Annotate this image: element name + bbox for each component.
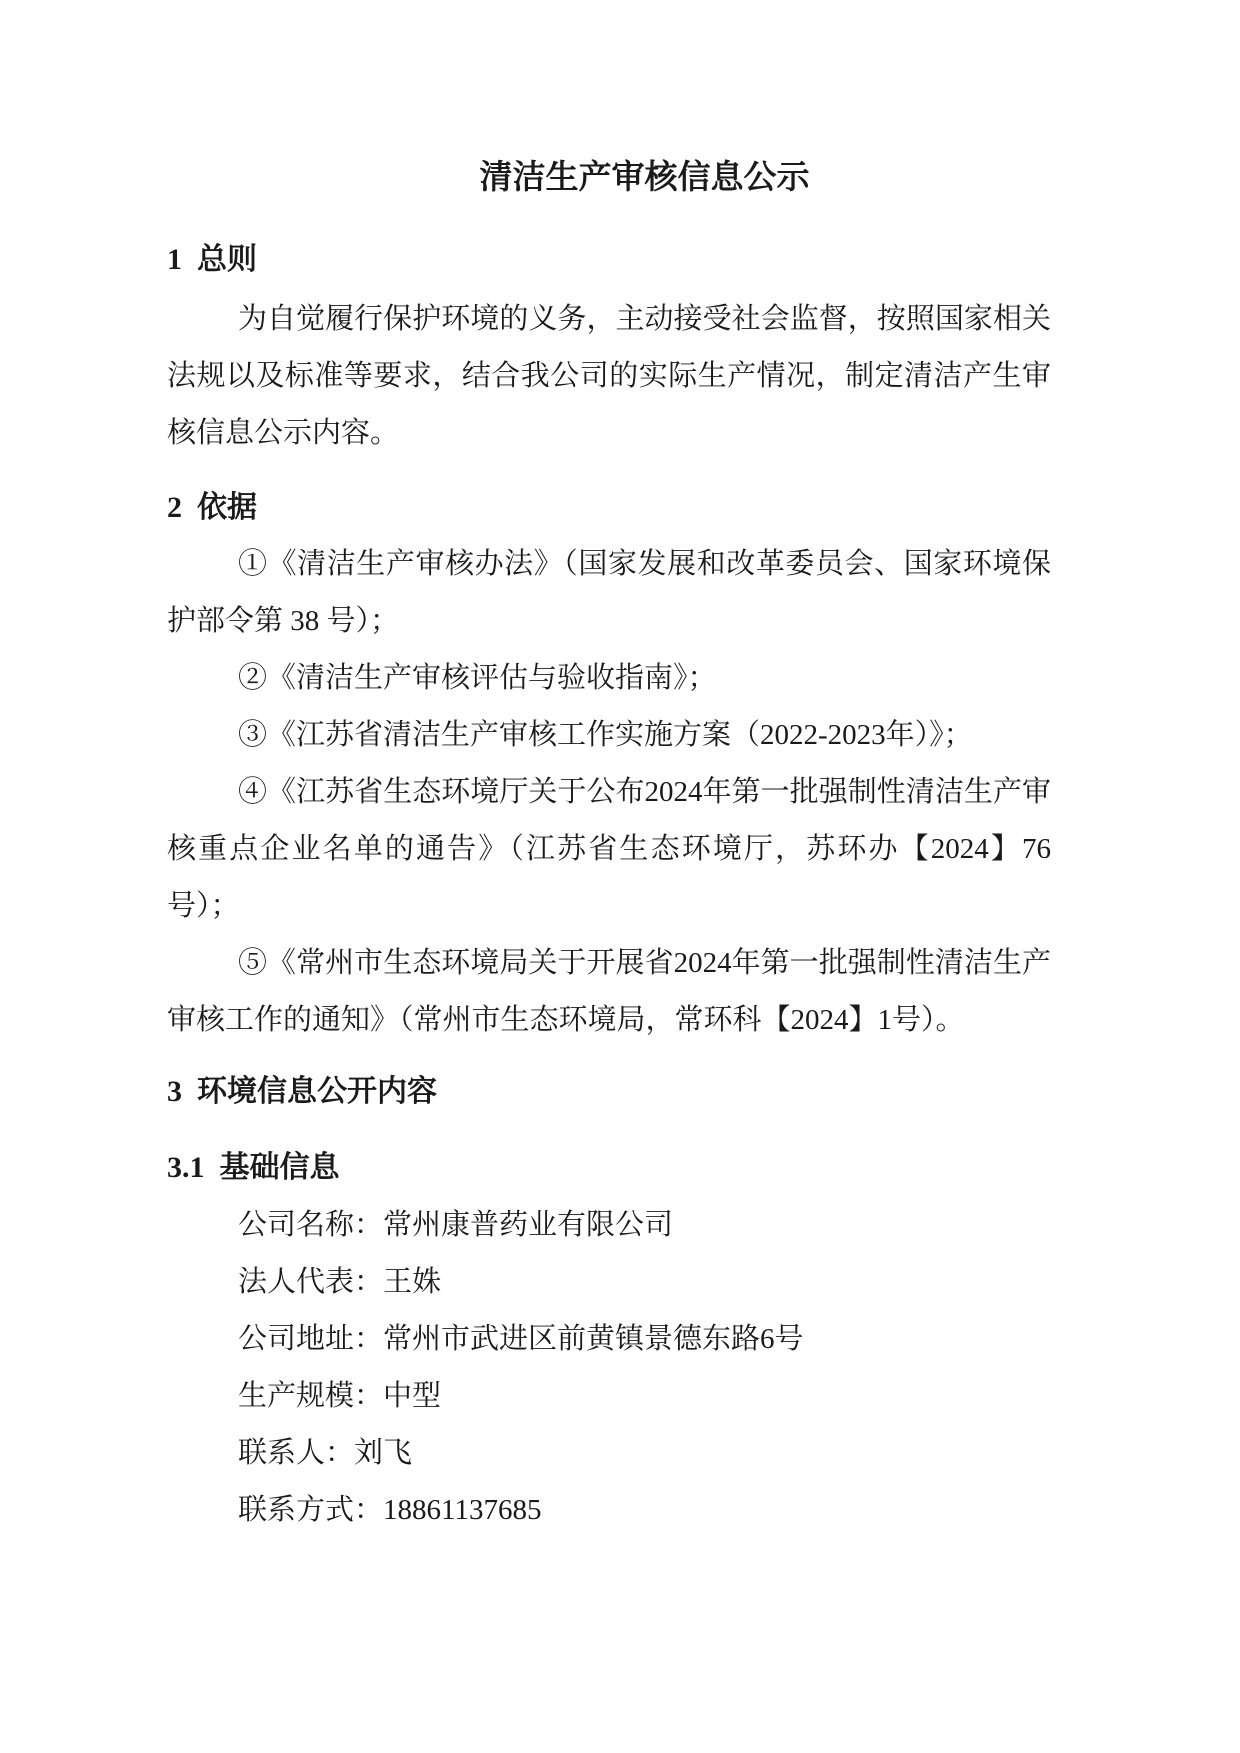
basis-item-2 bbox=[167, 650, 1051, 707]
basis-item-line: 护部令第 38 号）； bbox=[167, 605, 400, 637]
document-title: 清洁生产审核信息公示 bbox=[479, 160, 810, 196]
field-production-scale bbox=[167, 1368, 1051, 1425]
section-number: 3 bbox=[167, 1075, 182, 1108]
field-contact-person bbox=[167, 1425, 1051, 1482]
field-value: 常州康普药业有限公司 bbox=[383, 1209, 674, 1241]
paragraph-line: 法规以及标准等要求，结合我公司的实际生产情况，制定清洁产生审 bbox=[167, 360, 1051, 392]
field-contact-number bbox=[167, 1482, 1051, 1539]
section-title-text: 环境信息公开内容 bbox=[197, 1075, 437, 1108]
basis-item-4 bbox=[167, 764, 1051, 935]
basis-item-line: 号）； bbox=[167, 890, 240, 922]
field-company-name bbox=[167, 1197, 1051, 1254]
section-number: 2 bbox=[167, 491, 182, 524]
basis-item-5 bbox=[167, 935, 1051, 1049]
section-title-text: 基础信息 bbox=[219, 1151, 340, 1184]
field-value: 18861137685 bbox=[383, 1494, 542, 1526]
field-label: 公司地址： bbox=[238, 1323, 384, 1355]
basic-info-list bbox=[167, 1197, 1051, 1539]
basis-item-line: ④《江苏省生态环境厅关于公布2024年第一批强制性清洁生产审 bbox=[238, 776, 1051, 808]
section-title-text: 依据 bbox=[197, 491, 257, 524]
field-label: 生产规模： bbox=[238, 1380, 384, 1412]
field-company-address bbox=[167, 1311, 1051, 1368]
basis-item-1 bbox=[167, 536, 1051, 650]
subsection-heading-basic-info bbox=[167, 1139, 1051, 1196]
section-number: 3.1 bbox=[167, 1151, 205, 1184]
basis-item-line: ⑤《常州市生态环境局关于开展省2024年第一批强制性清洁生产 bbox=[238, 947, 1051, 979]
paragraph-line: 为自觉履行保护环境的义务，主动接受社会监督，按照国家相关 bbox=[238, 303, 1051, 335]
paragraph-line: 核信息公示内容。 bbox=[167, 417, 400, 449]
basis-item-line: ③《江苏省清洁生产审核工作实施方案（2022-2023年）》； bbox=[238, 719, 973, 751]
field-value: 刘飞 bbox=[354, 1437, 413, 1469]
section-heading-basis bbox=[167, 479, 1051, 536]
basis-item-line: ②《清洁生产审核评估与验收指南》； bbox=[238, 662, 717, 694]
section-title-text: 总则 bbox=[197, 243, 257, 276]
field-label: 公司名称： bbox=[238, 1209, 384, 1241]
section-heading-general bbox=[167, 231, 1051, 288]
field-label: 联系人： bbox=[238, 1437, 355, 1469]
field-label: 联系方式： bbox=[238, 1494, 384, 1526]
field-value: 王姝 bbox=[383, 1266, 442, 1298]
section-number: 1 bbox=[167, 243, 182, 276]
basis-item-line: 审核工作的通知》（常州市生态环境局，常环科【2024】1号）。 bbox=[167, 1004, 965, 1036]
section-heading-disclosure bbox=[167, 1063, 1051, 1120]
field-legal-representative bbox=[167, 1254, 1051, 1311]
basis-item-line: 核重点企业名单的通告》（江苏省生态环境厅，苏环办【2024】76 bbox=[167, 833, 1051, 865]
basis-item-line: ①《清洁生产审核办法》（国家发展和改革委员会、国家环境保 bbox=[238, 548, 1051, 580]
field-label: 法人代表： bbox=[238, 1266, 384, 1298]
field-value: 中型 bbox=[383, 1380, 442, 1412]
general-paragraph bbox=[167, 291, 1051, 462]
basis-item-3 bbox=[167, 707, 1051, 764]
field-value: 常州市武进区前黄镇景德东路6号 bbox=[383, 1323, 804, 1355]
